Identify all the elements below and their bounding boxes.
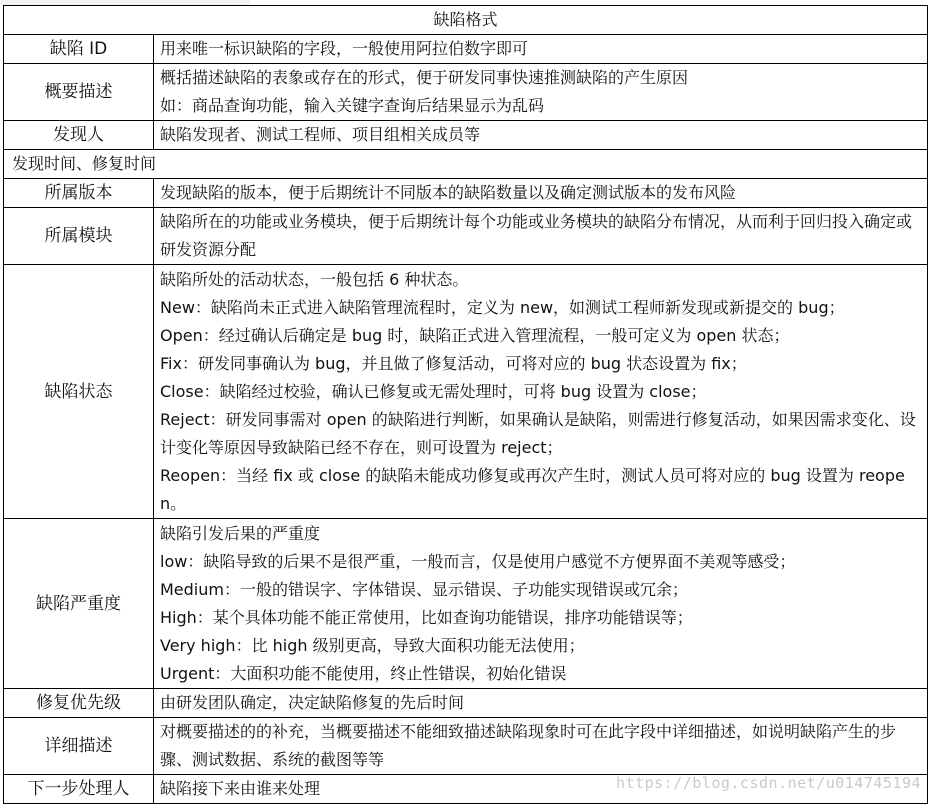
row-label: 修复优先级	[4, 689, 154, 718]
row-description: 缺陷发现者、测试工程师、项目组相关成员等	[154, 121, 928, 150]
row-label: 详细描述	[4, 718, 154, 775]
row-description: 概括描述缺陷的表象或存在的形式，便于研发同事快速推测缺陷的产生原因 如：商品查询功能，输入关键字查询后结果显示为乱码	[154, 64, 928, 121]
row-description: 缺陷所在的功能或业务模块，便于后期统计每个功能或业务模块的缺陷分布情况，从而利于回归投入确定或研发资源分配	[154, 208, 928, 265]
table-row	[4, 689, 928, 718]
row-label: 缺陷严重度	[4, 519, 154, 689]
defect-format-table	[3, 5, 928, 804]
table-row	[4, 179, 928, 208]
table-title: 缺陷格式	[4, 6, 928, 35]
table-row	[4, 64, 928, 121]
table-title-row	[4, 6, 928, 35]
table-row	[4, 519, 928, 689]
table-row	[4, 265, 928, 519]
row-label: 概要描述	[4, 64, 154, 121]
row-description: 缺陷引发后果的严重度 low：缺陷导致的后果不是很严重，一般而言，仅是使用户感觉不方便界面不美观等感受； Medium：一般的错误字、字体错误、显示错误、子功能实现错误或冗余； High：某个具体功能不能正常使用，比如查询功能错误，排序功能错误等； Very high：比 high 级别更高，导致大面积功能无法使用； Urgent：大面积功能不能使用，终止性错误，初始化错误	[154, 519, 928, 689]
table-row	[4, 121, 928, 150]
row-label: 下一步处理人	[4, 775, 154, 804]
row-description: 由研发团队确定，决定缺陷修复的先后时间	[154, 689, 928, 718]
row-label: 缺陷 ID	[4, 35, 154, 64]
row-description: 发现缺陷的版本，便于后期统计不同版本的缺陷数量以及确定测试版本的发布风险	[154, 179, 928, 208]
row-label: 缺陷状态	[4, 265, 154, 519]
table-row	[4, 150, 928, 179]
table-row	[4, 35, 928, 64]
row-full-text: 发现时间、修复时间	[4, 150, 928, 179]
row-label: 所属版本	[4, 179, 154, 208]
row-label: 所属模块	[4, 208, 154, 265]
row-description: 缺陷接下来由谁来处理	[154, 775, 928, 804]
row-description: 缺陷所处的活动状态，一般包括 6 种状态。 New：缺陷尚未正式进入缺陷管理流程时，定义为 new，如测试工程师新发现或新提交的 bug； Open：经过确认后确定是 bug 时，缺陷正式进入管理流程，一般可定义为 open 状态； Fix：研发同事确认为 bug，并且做了修复活动，可将对应的 bug 状态设置为 fix； Close：缺陷经过校验，确认已修复或无需处理时，可将 bug 设置为 close； Reject：研发同事需对 open 的缺陷进行判断，如果确认是缺陷，则需进行修复活动，如果因需求变化、设计变化等原因导致缺陷已经不存在，则可设置为 reject； Reopen：当经 fix 或 close 的缺陷未能成功修复或再次产生时，测试人员可将对应的 bug 设置为 reopen。	[154, 265, 928, 519]
table-row	[4, 208, 928, 265]
watermark-text: https://blog.csdn.net/u014745194	[616, 774, 921, 792]
row-label: 发现人	[4, 121, 154, 150]
table-row	[4, 718, 928, 775]
row-description: 用来唯一标识缺陷的字段，一般使用阿拉伯数字即可	[154, 35, 928, 64]
row-description: 对概要描述的的补充，当概要描述不能细致描述缺陷现象时可在此字段中详细描述，如说明缺陷产生的步骤、测试数据、系统的截图等等	[154, 718, 928, 775]
